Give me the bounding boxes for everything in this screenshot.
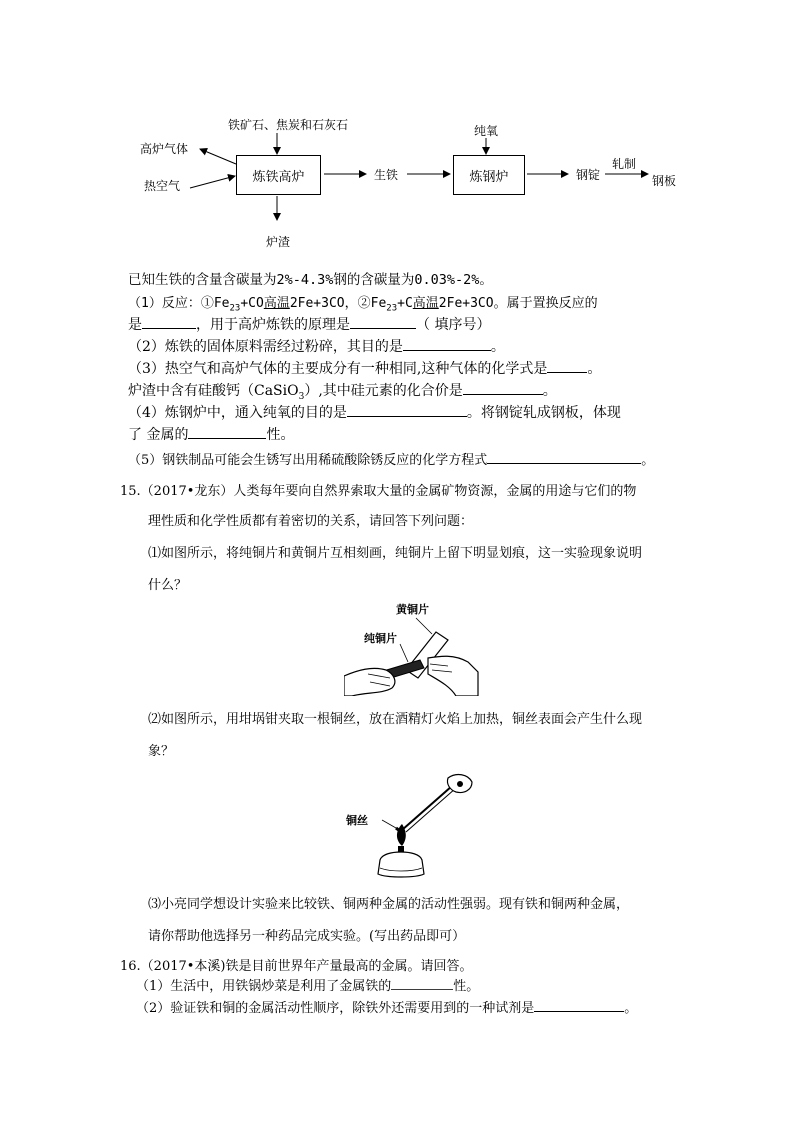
q14-p2-a: （2）炼铁的固体原料需经过粉碎，其目的是 [128,339,403,355]
q14-part2 [128,336,505,356]
answer-blank[interactable] [391,975,453,990]
flow-ingot: 钢锭 [576,168,601,182]
q14-p1-cond2: 高温 [412,296,439,311]
q14-p1-line2-c: （ 填序号） [416,317,491,333]
figure-copper-heating [344,768,474,880]
q14-p1-f: 2Fe+3CO。属于置换反应的 [438,296,598,311]
q14-p4-line2-b: 性。 [266,427,295,443]
flow-oxygen: 纯氧 [474,124,499,138]
q14-p5-a: （5）钢铁制品可能会生锈写出用稀硫酸除锈反应的化学方程式 [128,453,488,468]
q14-p1-d: ，②Fe [344,296,387,311]
q14-p4-b: 。将钢锭轧成钢板，体现 [466,405,621,421]
flow-top-input: 铁矿石、焦炭和石灰石 [228,118,349,132]
q16-s1-b: 性。 [453,979,480,994]
q14-part5 [128,449,654,468]
answer-blank[interactable] [350,314,416,329]
fig1-label-copper: 纯铜片 [364,632,397,645]
q14-p1-b: +CO [240,296,264,311]
answer-blank[interactable] [188,424,266,439]
q14-p4-line2-a: 了 金属的 [128,427,189,443]
q14-p1-e: +C [397,296,413,311]
q14-p3-b: 。 [587,361,602,377]
answer-blank[interactable] [403,336,491,351]
q16-s1-a: （1）生活中，用铁锅炒菜是利用了金属铁的 [136,979,392,994]
q16-sub1 [136,975,479,994]
fig2-label-wire: 铜丝 [346,814,368,827]
flow-plate: 钢板 [652,174,677,188]
answer-blank[interactable] [547,358,587,373]
flow-gas-out: 高炉气体 [140,142,189,156]
answer-blank[interactable] [487,449,641,464]
flow-furnace-label: 炼铁高炉 [252,169,305,185]
q15-sub3-line1: ⑶小亮同学想设计实验来比较铁、铜两种金属的活动性强弱。现有铁和铜两种金属， [148,897,630,912]
flow-slag: 炉渣 [266,235,291,249]
q14-p3-sub3c: 3 [298,391,305,402]
q14-p1-a: （1）反应：①Fe [128,296,230,311]
q16-s2-a: （2）验证铁和铜的金属活动性顺序，除铁外还需要用到的一种试剂是 [136,1001,535,1016]
answer-blank[interactable] [142,314,196,329]
answer-blank[interactable] [463,380,543,395]
q14-p5-b: 。 [641,453,655,468]
q14-p1-c: 2Fe+3CO [289,296,345,311]
flow-pig-iron: 生铁 [374,168,399,182]
q14-part4-line1 [128,402,621,422]
q15-head-line2: 理性质和化学性质都有着密切的关系，请回答下列问题： [148,514,474,529]
flow-rolling: 轧制 [612,157,637,171]
figure-brass-scratch [344,600,479,696]
q14-p3-line2-c: 。 [542,383,557,399]
q14-p3-line2-b: ）,其中硅元素的化合价是 [304,383,463,399]
q14-intro: 已知生铁的含量含碳量为2%-4.3%钢的含碳量为0.03%-2%。 [128,272,493,288]
q14-p2-b: 。 [490,339,505,355]
q15-sub1-line2: 什么？ [148,578,188,593]
q14-part4-line2 [128,424,294,444]
q14-p4-a: （4）炼钢炉中，通入纯氧的目的是 [128,405,347,421]
q14-part3-line2 [128,380,557,402]
fig1-label-brass: 黄铜片 [396,603,429,616]
q14-part3-line1 [128,358,601,378]
q15-sub2-line1: ⑵如图所示，用坩埚钳夹取一根铜丝，放在酒精灯火焰上加热，铜丝表面会产生什么现 [148,712,643,727]
q14-p3-line2-a: 炉渣中含有硅酸钙（CaSiO [128,383,299,399]
q16-s2-b: 。 [624,1001,638,1016]
q14-part1-line2 [128,314,490,334]
answer-blank[interactable] [347,402,467,417]
q14-p1-sub2: 2 [229,303,235,314]
q16-head: 16.（2017•本溪)铁是目前世界年产量最高的金属。请回答。 [120,959,473,974]
flow-hot-air: 热空气 [144,179,181,193]
q14-p3-a: （3）热空气和高炉气体的主要成分有一种相同,这种气体的化学式是 [128,361,548,377]
q15-sub1-line1: ⑴如图所示，将纯铜片和黄铜片互相刻画，纯铜片上留下明显划痕，这一实验现象说明 [148,546,643,561]
q14-p1-line2-b: ，用于高炉炼铁的原理是 [196,317,350,333]
q14-p1-cond1: 高温 [263,296,290,311]
flow-steel-furnace-label: 炼钢炉 [469,169,509,185]
q16-sub2 [136,997,637,1016]
answer-blank[interactable] [534,997,624,1012]
q15-head-line1: 15.（2017•龙东）人类每年要向自然界索取大量的金属矿物资源，金属的用途与它们的物 [120,484,637,499]
q14-part1-line1: （1）反应：$①Fe_{23}+CO$高温2Fe+3CO，$②Fe_{23}+C$高温2Fe+3CO。属于置换反应的 [128,296,598,314]
q14-p1-line2-a: 是 [128,317,142,333]
q14-p1-sub3b: 3 [391,303,398,314]
q14-p1-sub3: 3 [234,303,241,314]
flowchart-arrows [0,0,793,260]
q15-sub2-line2: 象？ [148,744,175,759]
flow-steel-furnace-box [453,155,525,195]
q15-sub3-line2: 请你帮助他选择另一种药品完成实验。(写出药品即可） [148,929,466,944]
flow-furnace-box [236,155,321,195]
flowchart [0,0,793,260]
